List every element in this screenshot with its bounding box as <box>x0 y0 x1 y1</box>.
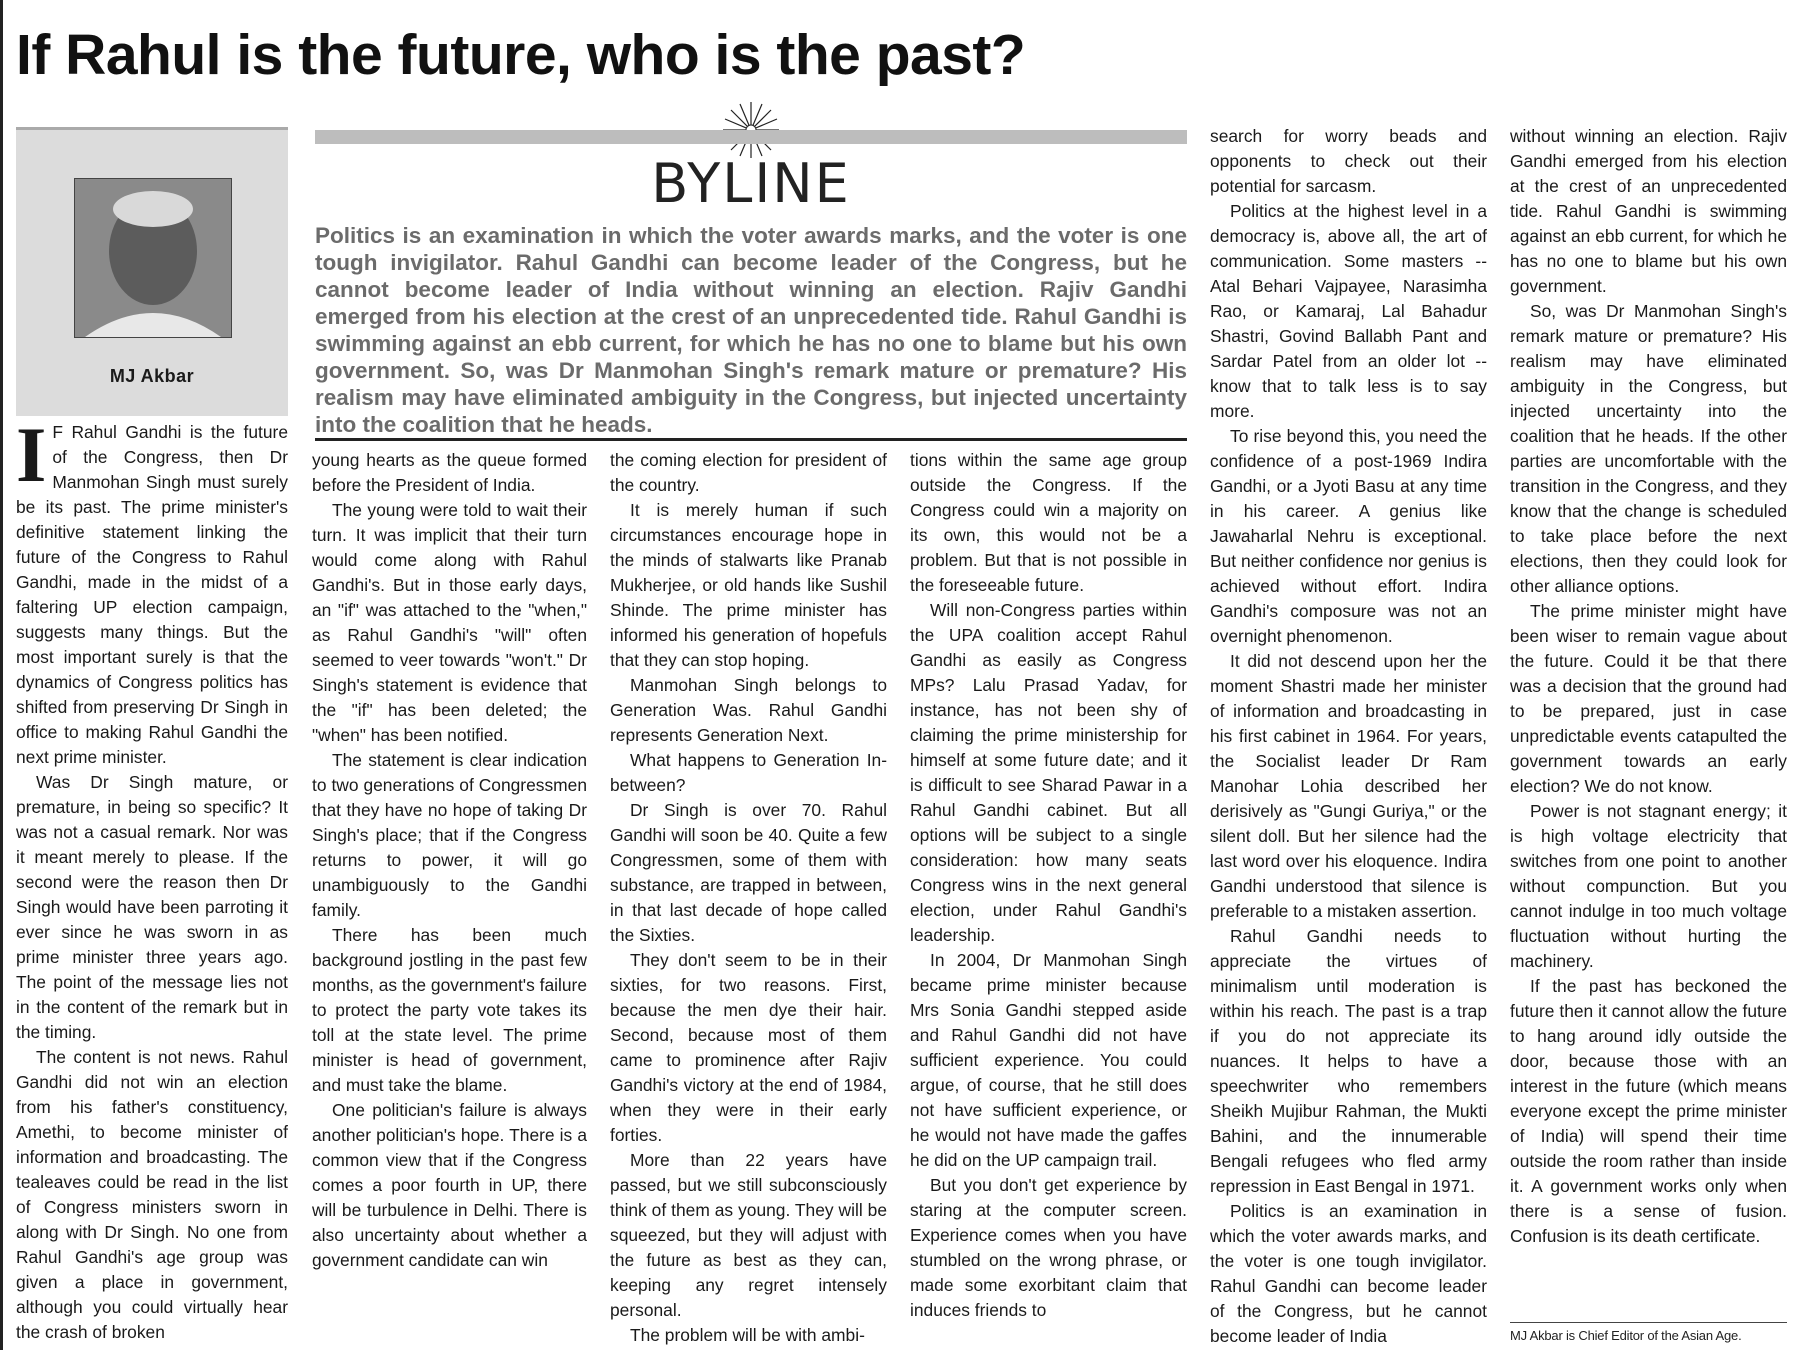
article-column-1 <box>16 420 288 1350</box>
byline-bar <box>315 130 1187 144</box>
paragraph: Was Dr Singh mature, or premature, in being so specific? It was not a casual remark. Nor was it meant merely to please. If the second were the reason then Dr Singh would have been parroting it ever since he was sworn in as prime minister three years ago. The point of the message lies not in the content of the remark but in the timing. <box>16 772 288 1042</box>
paragraph: The prime minister might have been wiser to remain vague about the future. Could it be that there was a decision that the ground had to be prepared, just in case unpredictable events catapulted the government towards an early election? We do not know. <box>1510 601 1787 796</box>
author-photo-icon <box>74 178 232 338</box>
author-footnote: MJ Akbar is Chief Editor of the Asian Age. <box>1510 1328 1742 1343</box>
footnote-rule <box>1510 1322 1787 1323</box>
paragraph: F Rahul Gandhi is the future of the Congress, then Dr Manmohan Singh must surely be its past. The prime minister's definitive statement linking the future of the Congress to Rahul Gandhi, made in the midst of a faltering UP election campaign, suggests many things. But the most important surely is that the dynamics of Congress politics has shifted from preserving Dr Singh in office to making Rahul Gandhi the next prime minister. <box>16 422 288 767</box>
paragraph: What happens to Generation In-between? <box>610 750 887 795</box>
paragraph: tions within the same age group outside the Congress. If the Congress could win a majority on its own, this would not be a problem. But that is not possible in the foreseeable future. <box>910 450 1187 595</box>
article-column-3 <box>610 448 887 1350</box>
paragraph: One politician's failure is always another politician's hope. There is a common view that if the Congress comes a poor fourth in UP, there will be turbulence in Delhi. There is also uncertainty about whether a government candidate can win <box>312 1100 587 1270</box>
paragraph: Politics at the highest level in a democracy is, above all, the art of communication. Some masters -- Atal Behari Vajpayee, Narasimha Rao, or Kamaraj, Lal Bahadur Shastri, Govind Ballabh Pant and Sardar Patel from an older lot -- know that to talk less is to say more. <box>1210 201 1487 421</box>
paragraph: Will non-Congress parties within the UPA coalition accept Rahul Gandhi as easily as Congress MPs? Lalu Prasad Yadav, for instance, has not been shy of claiming the prime ministership for himself at some future date; and it is difficult to see Sharad Pawar in a Rahul Gandhi cabinet. But all options will be subject to a single consideration: how many seats Congress wins in the next general election, under Rahul Gandhi's leadership. <box>910 600 1187 945</box>
paragraph: The problem will be with ambi- <box>630 1325 865 1345</box>
paragraph: search for worry beads and opponents to check out their potential for sarcasm. <box>1210 126 1487 196</box>
paragraph: Manmohan Singh belongs to Generation Was. Rahul Gandhi represents Generation Next. <box>610 675 887 745</box>
paragraph: The content is not news. Rahul Gandhi did not win an election from his father's constituency, Amethi, to become minister of information and broadcasting. The tealeaves could be read in the list of Congress ministers sworn in along with Dr Singh. No one from Rahul Gandhi's age group was given a place in government, although you could virtually hear the crash of broken <box>16 1047 288 1342</box>
standfirst: Politics is an examination in which the voter awards marks, and the voter is one tough invigilator. Rahul Gandhi can become leader of the Congress, but he cannot become leader of India without winning an election. Rajiv Gandhi emerged from his election at the crest of an unprecedented tide. Rahul Gandhi is swimming against an ebb current, for which he has no one to blame but his own government. So, was Dr Manmohan Singh's remark mature or premature? His realism may have eliminated ambiguity in the Congress, but injected uncertainty into the coalition that he heads. <box>315 223 1187 437</box>
byline-wordmark: BYLINE <box>651 152 851 215</box>
paragraph: In 2004, Dr Manmohan Singh became prime minister because Mrs Sonia Gandhi stepped aside and Rahul Gandhi did not have sufficient experience. You could argue, of course, that he still does not have sufficient experience, or he would not have made the gaffes he did on the UP campaign trail. <box>910 950 1187 1170</box>
drop-cap: I <box>16 420 47 498</box>
paragraph: The young were told to wait their turn. It was implicit that their turn would come along with Rahul Gandhi's. But in those early days, an "if" was attached to the "when," as Rahul Gandhi's "will" often seemed to veer towards "won't." Dr Singh's statement is evidence that the "if" has been deleted; the "when" has been notified. <box>312 500 587 745</box>
paragraph: To rise beyond this, you need the confidence of a post-1969 Indira Gandhi, or a Jyoti Basu at any time in his career. A genius like Jawaharlal Nehru is exceptional. But neither confidence nor genius is achieved without effort. Indira Gandhi's composure was not an overnight phenomenon. <box>1210 426 1487 646</box>
paragraph: If the past has beckoned the future then it cannot allow the future to hang around idly outside the door, because those with an interest in the future (which means everyone except the prime minister of India) will spend their time outside the room rather than inside it. A government works only when there is a sense of fusion. Confusion is its death certificate. <box>1510 976 1787 1246</box>
paragraph: So, was Dr Manmohan Singh's remark mature or premature? His realism may have eliminated ambiguity in the Congress, but injected uncertainty into the coalition that he heads. If the other parties are uncomfortable with the transition in the Congress, and they know that the change is scheduled to take place before the next elections, then they could look for other alliance options. <box>1510 301 1787 596</box>
page-edge-rule <box>0 0 3 1350</box>
paragraph: Politics is an examination in which the voter awards marks, and the voter is one tough invigilator. Rahul Gandhi can become leader of the Congress, but he cannot become leader of India <box>1210 1201 1487 1346</box>
paragraph: the coming election for president of the country. <box>610 450 887 495</box>
paragraph: It did not descend upon her the moment Shastri made her minister of information and broadcasting in his first cabinet in 1964. For years, the Socialist leader Dr Ram Manohar Lohia described her derisively as "Gungi Guriya," or the silent doll. But her silence had the last word over his eloquence. Indira Gandhi understood that silence is preferable to a mistaken assertion. <box>1210 651 1487 921</box>
article-column-5 <box>1210 124 1487 1350</box>
author-name: MJ Akbar <box>109 366 195 386</box>
headline: If Rahul is the future, who is the past? <box>16 23 1026 87</box>
paragraph: Power is not stagnant energy; it is high voltage electricity that switches from one point to another without compunction. But you cannot indulge in too much voltage fluctuation without hurting the machinery. <box>1510 801 1787 971</box>
paragraph: young hearts as the queue formed before the President of India. <box>312 450 587 495</box>
paragraph: There has been much background jostling in the past few months, as the government's failure to protect the party vote takes its toll at the state level. The prime minister is head of government, and must take the blame. <box>312 925 587 1095</box>
paragraph: They don't seem to be in their sixties, for two reasons. First, because the men dye their hair. Second, because most of them came to prominence after Rajiv Gandhi's victory at the end of 1984, when they were in their early forties. <box>610 950 887 1145</box>
article-column-4 <box>910 448 1187 1350</box>
article-column-2 <box>312 448 587 1350</box>
paragraph: It is merely human if such circumstances encourage hope in the minds of stalwarts like Pranab Mukherjee, or old hands like Sushil Shinde. The prime minister has informed his generation of hopefuls that they can stop hoping. <box>610 500 887 670</box>
paragraph: More than 22 years have passed, but we still subconsciously think of them as young. They will be squeezed, but they will adjust with the future as best as they can, keeping any regret intensely personal. <box>610 1150 887 1320</box>
paragraph: without winning an election. Rajiv Gandhi emerged from his election at the crest of an unprecedented tide. Rahul Gandhi is swimming against an ebb current, for which he has no one to blame but his own government. <box>1510 126 1787 296</box>
standfirst-rule <box>315 438 1187 441</box>
paragraph: Dr Singh is over 70. Rahul Gandhi will soon be 40. Quite a few Congressmen, some of them with substance, are trapped in between, in that last decade of hope called the Sixties. <box>610 800 887 945</box>
article-column-6 <box>1510 124 1787 1324</box>
author-box <box>16 127 288 416</box>
paragraph: Rahul Gandhi needs to appreciate the virtues of minimalism until moderation is within his reach. The past is a trap if you do not appreciate its nuances. It helps to have a speechwriter who remembers Sheikh Mujibur Rahman, the Mukti Bahini, and the innumerable Bengali refugees who fled army repression in East Bengal in 1971. <box>1210 926 1487 1196</box>
paragraph: But you don't get experience by staring at the computer screen. Experience comes when you have stumbled on the wrong phrase, or made some exorbitant claim that induces friends to <box>910 1175 1187 1320</box>
paragraph: The statement is clear indication to two generations of Congressmen that they have no hope of taking Dr Singh's place; that if the Congress returns to power, it will go unambiguously to the Gandhi family. <box>312 750 587 920</box>
